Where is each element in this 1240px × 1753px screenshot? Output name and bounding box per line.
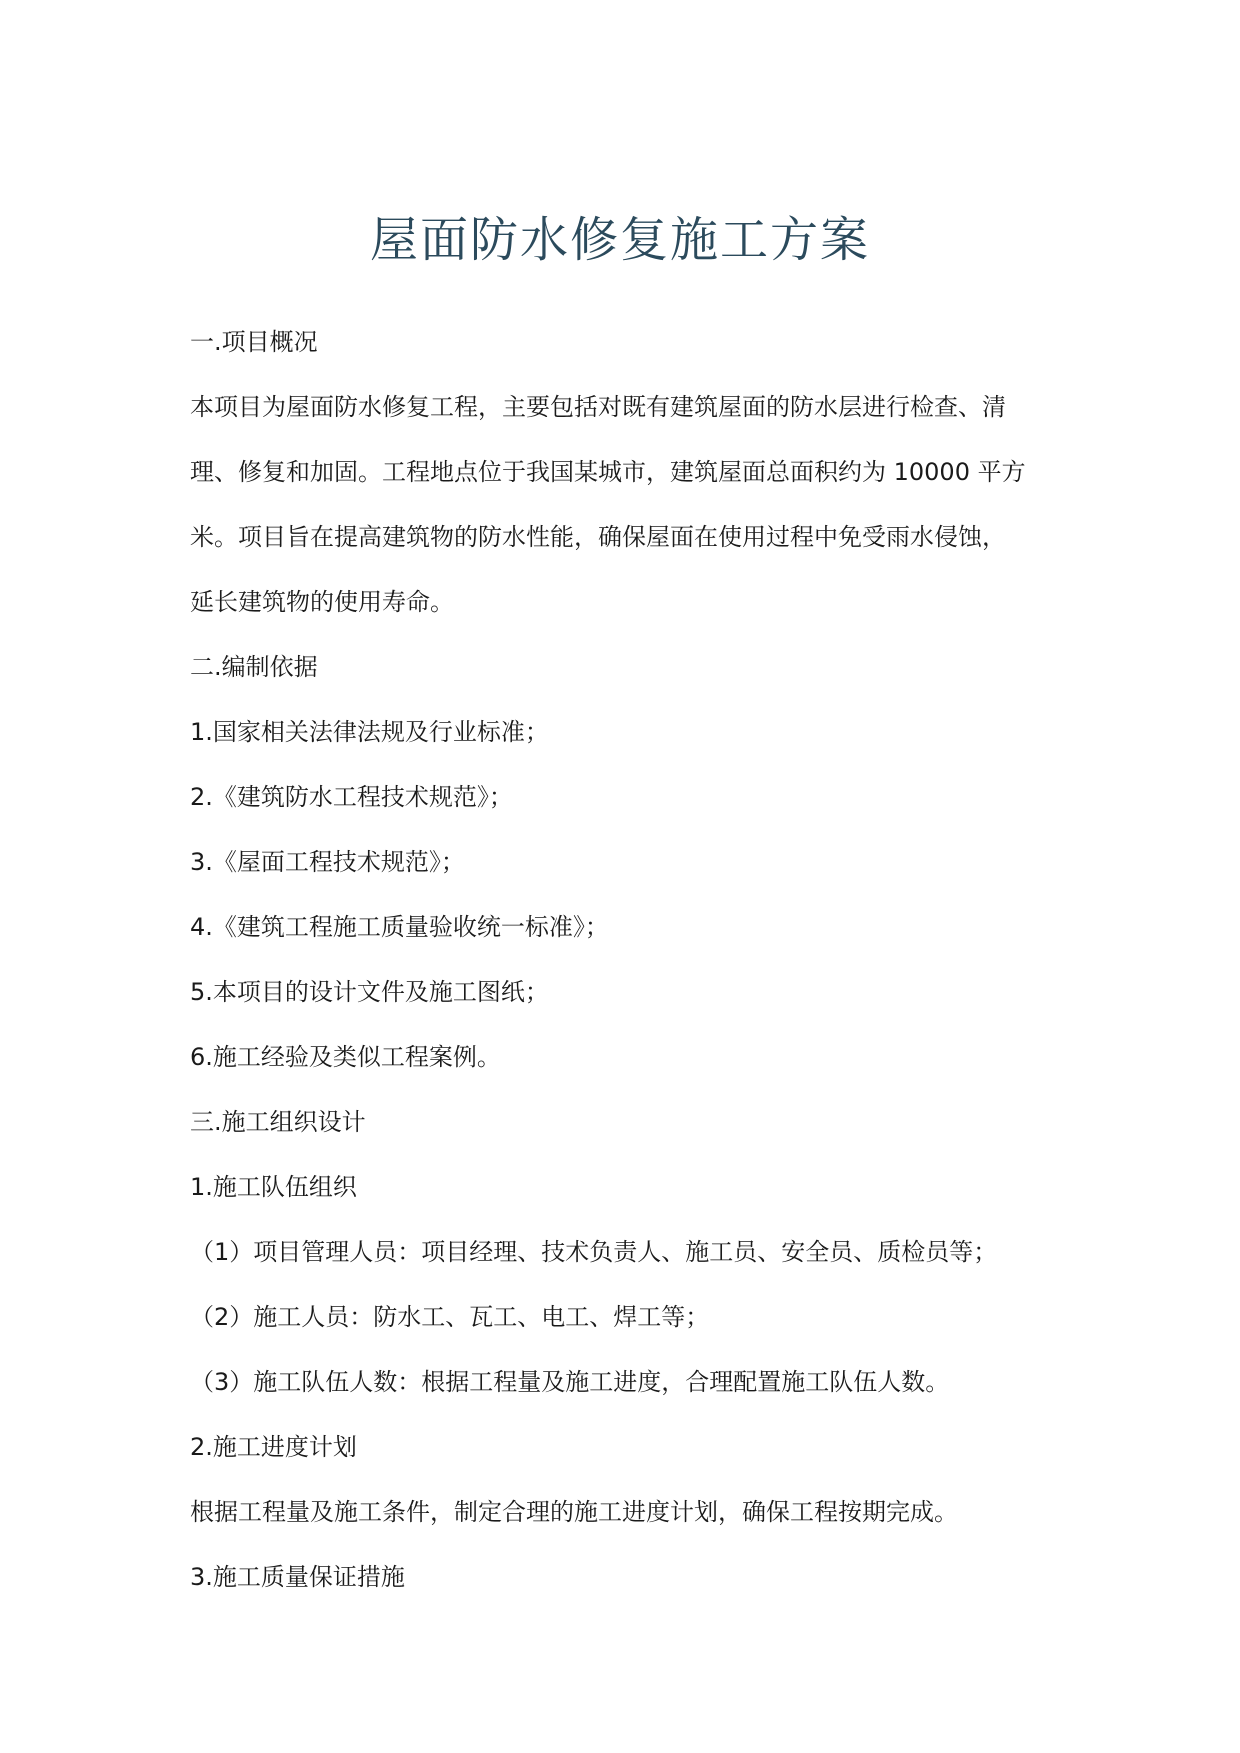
subsection-heading: 1.施工队伍组织 bbox=[190, 1173, 357, 1201]
paragraph-line: 理、修复和加固。工程地点位于我国某城市，建筑屋面总面积约为 10000 平方 bbox=[190, 458, 1026, 486]
list-item: 6.施工经验及类似工程案例。 bbox=[190, 1043, 501, 1071]
list-item: 5.本项目的设计文件及施工图纸； bbox=[190, 978, 549, 1006]
section-heading-organization: 三.施工组织设计 bbox=[190, 1108, 366, 1136]
paragraph-line: 米。项目旨在提高建筑物的防水性能，确保屋面在使用过程中免受雨水侵蚀， bbox=[190, 523, 1006, 551]
list-item: （1）项目管理人员：项目经理、技术负责人、施工员、安全员、质检员等； bbox=[190, 1238, 998, 1266]
paragraph-line: 根据工程量及施工条件，制定合理的施工进度计划，确保工程按期完成。 bbox=[190, 1498, 958, 1526]
list-item: 4.《建筑工程施工质量验收统一标准》； bbox=[190, 913, 609, 941]
section-heading-basis: 二.编制依据 bbox=[190, 653, 318, 681]
document-title: 屋面防水修复施工方案 bbox=[369, 212, 870, 268]
subsection-heading: 2.施工进度计划 bbox=[190, 1433, 357, 1461]
subsection-heading: 3.施工质量保证措施 bbox=[190, 1563, 405, 1591]
list-item: 3.《屋面工程技术规范》； bbox=[190, 848, 465, 876]
document-body bbox=[190, 310, 1060, 1610]
paragraph-line: 本项目为屋面防水修复工程，主要包括对既有建筑屋面的防水层进行检查、清 bbox=[190, 393, 1006, 421]
list-item: （2）施工人员：防水工、瓦工、电工、焊工等； bbox=[190, 1303, 710, 1331]
list-item: 1.国家相关法律法规及行业标准； bbox=[190, 718, 549, 746]
list-item: （3）施工队伍人数：根据工程量及施工进度，合理配置施工队伍人数。 bbox=[190, 1368, 950, 1396]
list-item: 2.《建筑防水工程技术规范》； bbox=[190, 783, 513, 811]
section-heading-overview: 一.项目概况 bbox=[190, 328, 318, 356]
paragraph-line: 延长建筑物的使用寿命。 bbox=[190, 588, 454, 616]
